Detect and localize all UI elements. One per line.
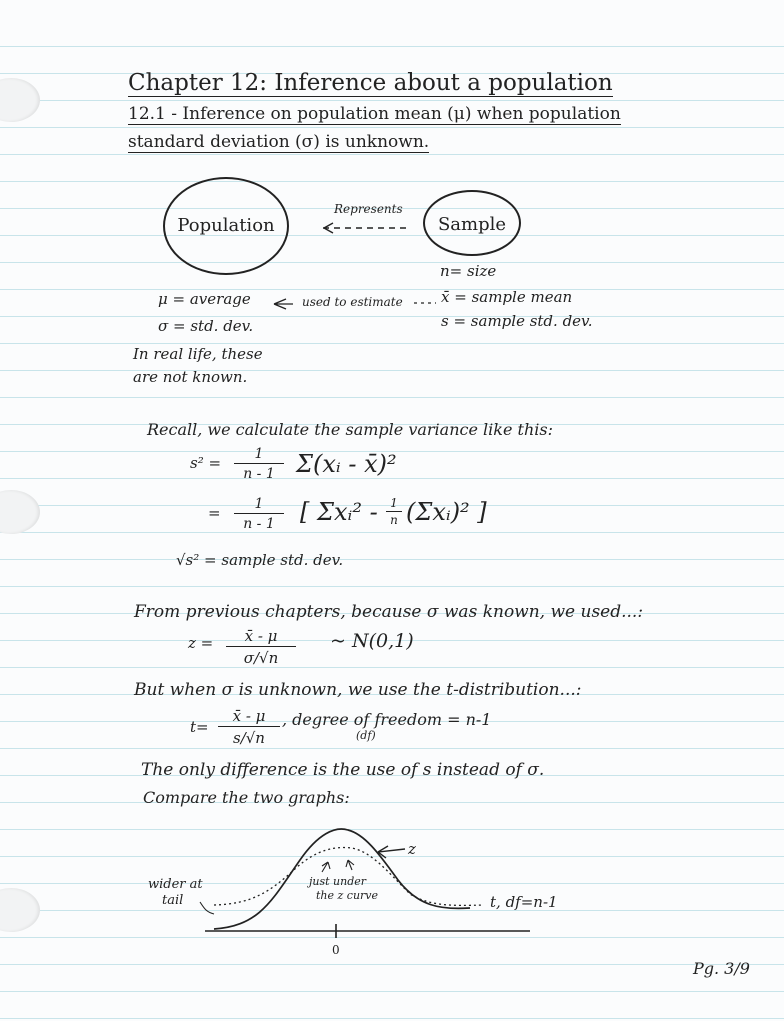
estimate-arrow-head (274, 299, 293, 309)
z-distribution: ~ N(0,1) (330, 630, 414, 652)
mu-average-note: μ = average (158, 290, 251, 308)
variance-fraction-2-denominator: n - 1 (234, 513, 284, 532)
variance-fraction-numerator: 1 (254, 446, 264, 462)
just-under-arrow-left (322, 862, 330, 872)
s-sample-std-dev-note: s = sample std. dev. (441, 312, 593, 330)
just-under-line2: the z curve (316, 889, 379, 902)
variance-fraction-denominator: n - 1 (234, 463, 284, 482)
variance-equals-sign: = (208, 504, 221, 522)
section-title-line1: 12.1 - Inference on population mean (μ) when population (128, 104, 621, 124)
not-known-note-line1: In real life, these (133, 345, 263, 363)
sample-label: Sample (437, 214, 507, 235)
z-fraction-numerator: x̄ - μ (244, 627, 278, 645)
computational-formula-end: (Σxᵢ)² ] (406, 498, 487, 526)
t-intro-text: But when σ is unknown, we use the t-distribution...: (134, 680, 582, 700)
section-title-line2: standard deviation (σ) is unknown. (128, 132, 430, 152)
wider-at-tail-line1: wider at (148, 877, 203, 892)
difference-text: The only difference is the use of s instead of σ. (141, 760, 545, 780)
t-curve-label: t, df=n-1 (490, 893, 558, 911)
t-fraction-denominator: s/√n (218, 726, 280, 747)
z-lhs: z = (188, 634, 214, 652)
sample-size-note: n= size (440, 262, 497, 280)
chapter-title: Chapter 12: Inference about a population (128, 70, 613, 96)
z-intro-text: From previous chapters, because σ was known, we used...: (134, 602, 644, 622)
not-known-note-line2: are not known. (133, 368, 248, 386)
used-to-estimate-note: used to estimate (302, 295, 403, 309)
computational-formula-start: [ Σxᵢ² - (300, 498, 378, 526)
just-under-arrow-right (346, 860, 354, 870)
inner-fraction-denominator: n (386, 511, 402, 527)
wider-at-tail-line2: tail (162, 893, 184, 908)
sqrt-sample-std-dev: √s² = sample std. dev. (176, 551, 344, 569)
t-fraction-numerator: x̄ - μ (232, 707, 266, 725)
wider-tail-arrow (200, 902, 214, 914)
sum-squared-deviations: Σ(xᵢ - x̄)² (296, 450, 397, 478)
just-under-line1: just under (309, 875, 367, 888)
inner-fraction-numerator: 1 (390, 496, 398, 510)
xbar-sample-mean-note: x̄ = sample mean (441, 288, 573, 306)
compare-graphs-text: Compare the two graphs: (143, 788, 350, 807)
sigma-std-dev-note: σ = std. dev. (158, 317, 254, 335)
page-number: Pg. 3/9 (693, 959, 750, 978)
zero-label: 0 (332, 943, 340, 957)
recall-variance-text: Recall, we calculate the sample variance like this: (147, 420, 553, 439)
s-squared-lhs: s² = (190, 454, 222, 472)
z-curve-label: z (408, 840, 416, 858)
variance-fraction-2-numerator: 1 (254, 496, 264, 512)
represents-label: Represents (334, 202, 403, 216)
t-lhs: t= (190, 718, 209, 736)
degrees-of-freedom: , degree of freedom = n-1 (282, 710, 492, 729)
df-abbreviation: (df) (356, 729, 376, 742)
population-label: Population (177, 215, 275, 236)
z-fraction-denominator: σ/√n (226, 646, 296, 667)
